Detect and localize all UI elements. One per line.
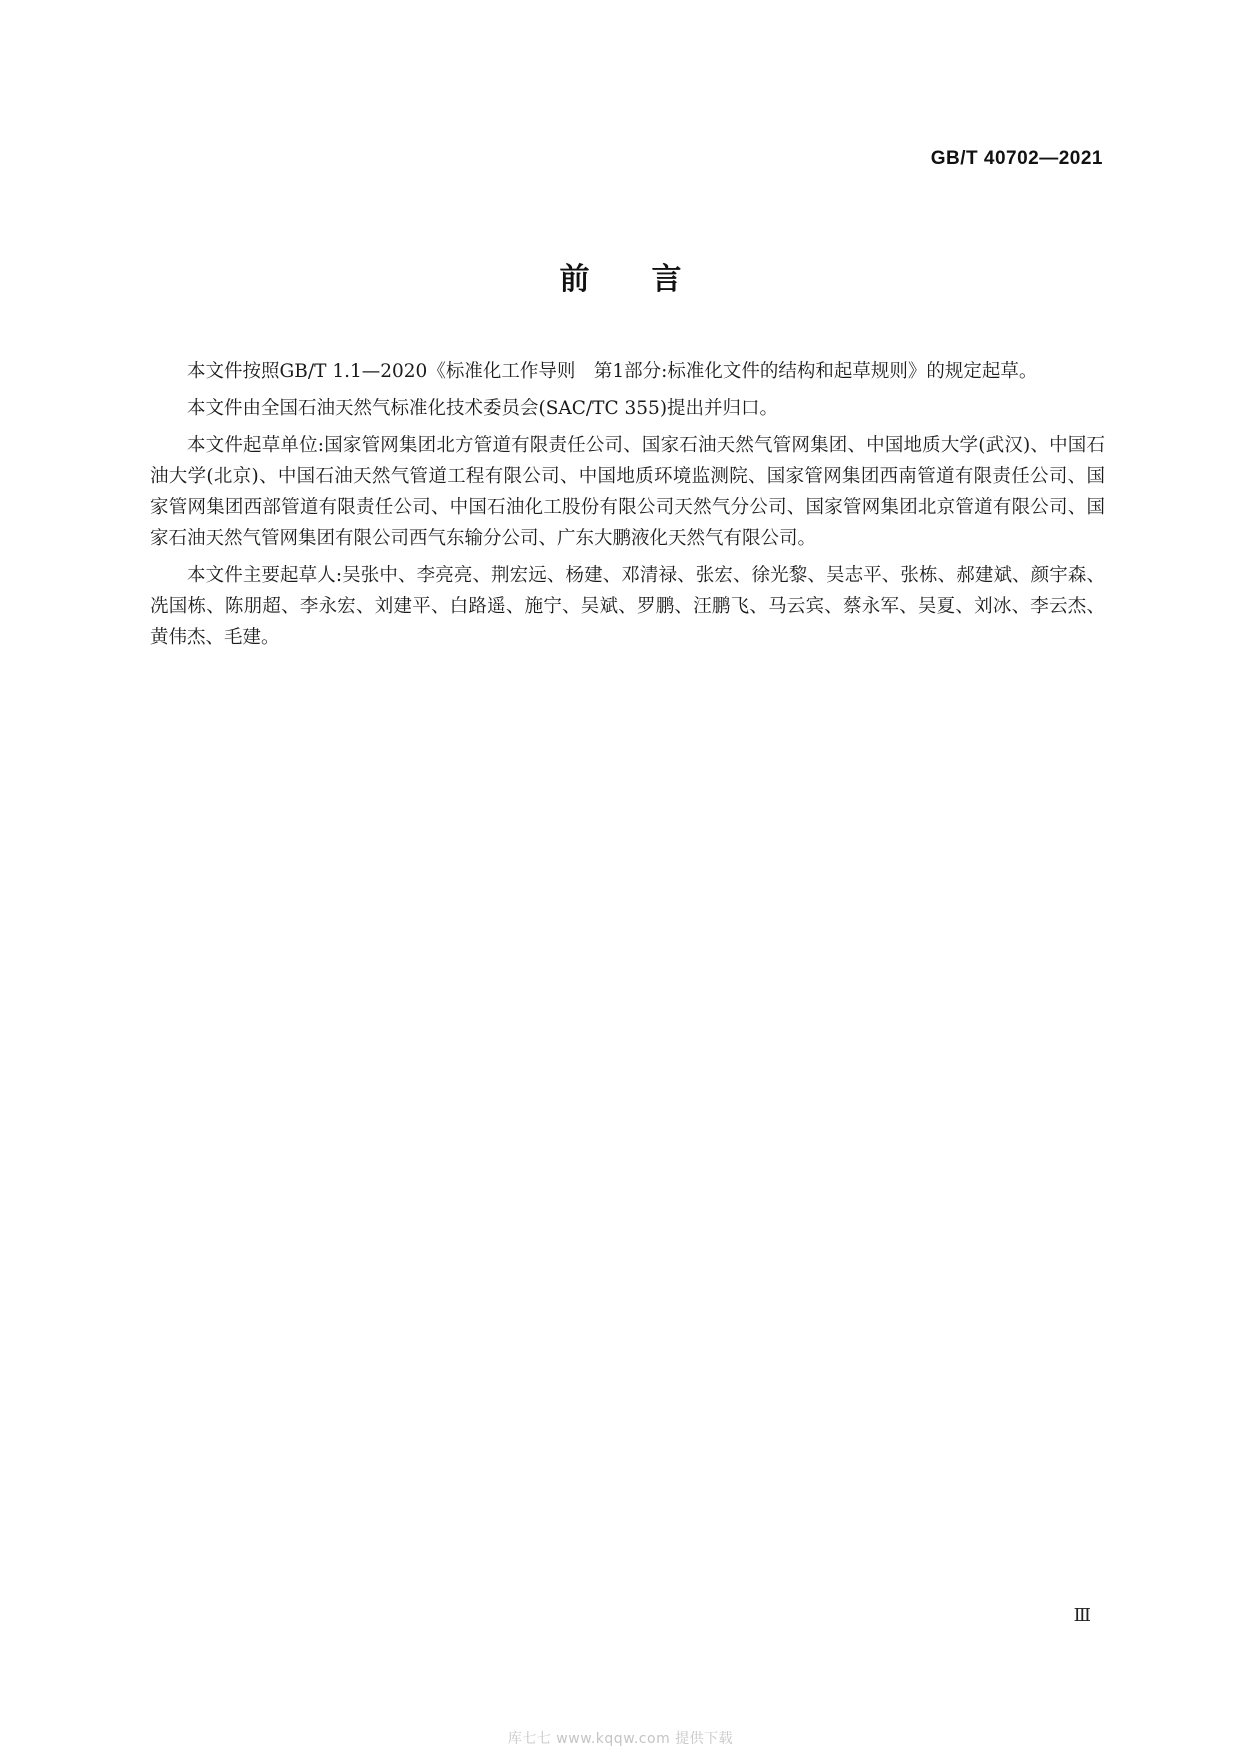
paragraph-drafting-rules: 本文件按照GB/T 1.1—2020《标准化工作导则 第1部分:标准化文件的结构和起草规则》的规定起草。	[187, 361, 1038, 382]
watermark: 库七七 www.kqqw.com 提供下载	[507, 1731, 734, 1747]
page-title: 前言	[559, 262, 744, 297]
paragraph-drafting-units: 本文件起草单位:国家管网集团北方管道有限责任公司、国家石油天然气管网集团、中国地质大学(武汉)、中国石油大学(北京)、中国石油天然气管道工程有限公司、中国地质环境监测院、国家管网集团西南管道有限责任公司、国家管网集团西部管道有限责任公司、中国石油化工股份有限公司天然气分公司、国家管网集团北京管道有限公司、国家石油天然气管网集团有限公司西气东输分公司、广东大鹏液化天然气有限公司。	[150, 435, 1105, 549]
standard-number: GB/T 40702—2021	[930, 148, 1103, 169]
paragraph-drafters: 本文件主要起草人:吴张中、李亮亮、荆宏远、杨建、邓清禄、张宏、徐光黎、吴志平、张栋、郝建斌、颜宇森、冼国栋、陈朋超、李永宏、刘建平、白路遥、施宁、吴斌、罗鹏、汪鹏飞、马云宾、蔡永军、吴夏、刘冰、李云杰、黄伟杰、毛建。	[150, 565, 1105, 648]
page-number: Ⅲ	[1073, 1605, 1091, 1625]
preface-content	[150, 356, 1105, 659]
paragraph-proposer: 本文件由全国石油天然气标准化技术委员会(SAC/TC 355)提出并归口。	[187, 398, 779, 419]
